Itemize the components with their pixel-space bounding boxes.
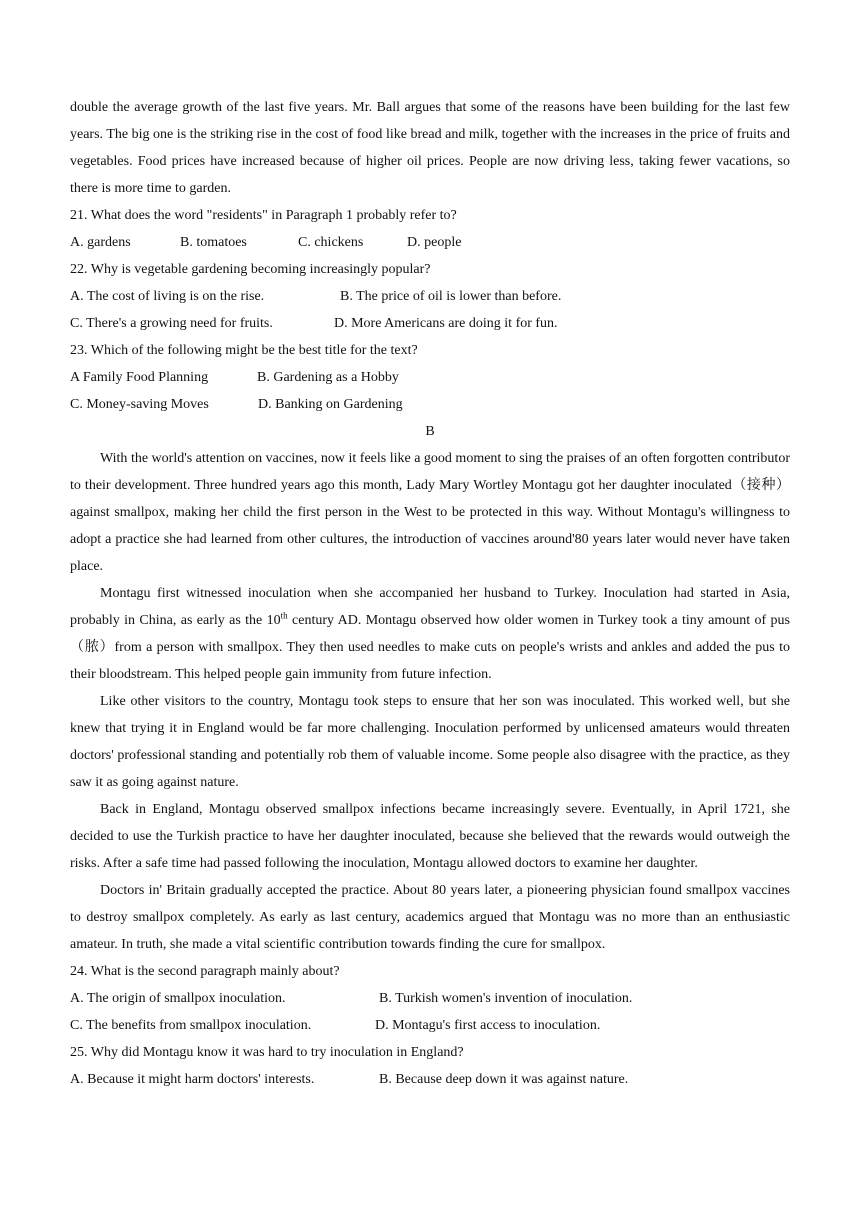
question-22: 22. Why is vegetable gardening becoming increasingly popular?: [70, 262, 431, 277]
options-24-row1: [70, 985, 790, 1012]
paragraph-2-text-start: Montagu first witnessed inoculation when she accompanied her husband to Turkey. Inoculation had started in Asia, probably in China, as early as the 10: [70, 586, 790, 628]
option-a: A. gardens: [70, 235, 131, 250]
passage-b-paragraph-3: Like other visitors to the country, Montagu took steps to ensure that her son was inoculated. This worked well, but she knew that trying it in England would be far more challenging. Inoculation performed by unlicensed amateurs would threaten doctors' professional standing and potentially rob them of valuable income. Some people also disagree with the practice, as they saw it as going against nature.: [70, 694, 790, 790]
options-25-row1: [70, 1066, 790, 1093]
intro-text: double the average growth of the last five years. Mr. Ball argues that some of the reasons have been building for the last few years. The big one is the striking rise in the cost of food like bread and milk, together with the increases in the price of fruits and vegetables. Food prices have increased because of higher oil prices. People are now driving less, taking fewer vacations, so there is more time to garden.: [70, 100, 790, 196]
passage-b-paragraph-4: Back in England, Montagu observed smallpox infections became increasingly severe. Eventually, in April 1721, she decided to use the Turkish practice to have her daughter inoculated, because she believed that the rewards would outweigh the risks. After a safe time had passed following the inoculation, Montagu allowed doctors to examine her daughter.: [70, 802, 790, 871]
option-b: B. Because deep down it was against nature.: [379, 1072, 629, 1087]
option-d: D. Montagu's first access to inoculation.: [375, 1018, 601, 1033]
option-b: B. tomatoes: [180, 235, 247, 250]
section-b-heading: B: [425, 424, 435, 439]
option-a: A. The cost of living is on the rise.: [70, 289, 265, 304]
passage-b: [70, 445, 790, 958]
options-21: [70, 229, 790, 256]
option-d: D. More Americans are doing it for fun.: [334, 316, 558, 331]
option-a: A. Because it might harm doctors' interests.: [70, 1072, 315, 1087]
option-a: A Family Food Planning: [70, 370, 209, 385]
passage-b-paragraph-1: With the world's attention on vaccines, now it feels like a good moment to sing the praises of an often forgotten contributor to their development. Three hundred years ago this month, Lady Mary Wortley Montagu got her daughter inoculated（接种）against smallpox, making her child the first person in the West to be protected in this way. Without Montagu's willingness to adopt a practice she had learned from other cultures, the introduction of vaccines around'80 years later would never have taken place.: [70, 451, 790, 574]
question-24: 24. What is the second paragraph mainly about?: [70, 964, 340, 979]
question-21: 21. What does the word "residents" in Paragraph 1 probably refer to?: [70, 208, 457, 223]
passage-b-paragraph-5: Doctors in' Britain gradually accepted the practice. About 80 years later, a pioneering physician found smallpox vaccines to destroy smallpox completely. As early as last century, academics argued that Montagu was no more than an enthusiastic amateur. In truth, she made a vital scientific contribution towards finding the cure for smallpox.: [70, 883, 790, 952]
question-23: 23. Which of the following might be the best title for the text?: [70, 343, 418, 358]
options-23-row2: [70, 391, 790, 418]
option-d: D. Banking on Gardening: [258, 397, 403, 412]
option-b: B. Turkish women's invention of inoculation.: [379, 991, 633, 1006]
option-a: A. The origin of smallpox inoculation.: [70, 991, 286, 1006]
options-23-row1: [70, 364, 790, 391]
option-c: C. There's a growing need for fruits.: [70, 316, 273, 331]
paragraph-2-text-end: century AD. Montagu observed how older women in Turkey took a tiny amount of pus（脓）from a person with smallpox. They then used needles to make cuts on people's wrists and ankles and added the pus to their bloodstream. This helped people gain immunity from future infection.: [70, 613, 790, 682]
option-b: B. The price of oil is lower than before.: [340, 289, 562, 304]
options-22-row2: [70, 310, 790, 337]
document-page: [70, 94, 790, 1093]
options-24-row2: [70, 1012, 790, 1039]
passage-b-paragraph-2: [70, 580, 790, 688]
option-c: C. chickens: [298, 235, 364, 250]
option-b: B. Gardening as a Hobby: [257, 370, 399, 385]
question-25: 25. Why did Montagu know it was hard to try inoculation in England?: [70, 1045, 464, 1060]
options-22-row1: [70, 283, 790, 310]
option-c: C. Money-saving Moves: [70, 397, 209, 412]
option-c: C. The benefits from smallpox inoculation.: [70, 1018, 312, 1033]
ordinal-superscript: th: [280, 610, 288, 621]
option-d: D. people: [407, 235, 462, 250]
intro-paragraph: [70, 94, 790, 202]
